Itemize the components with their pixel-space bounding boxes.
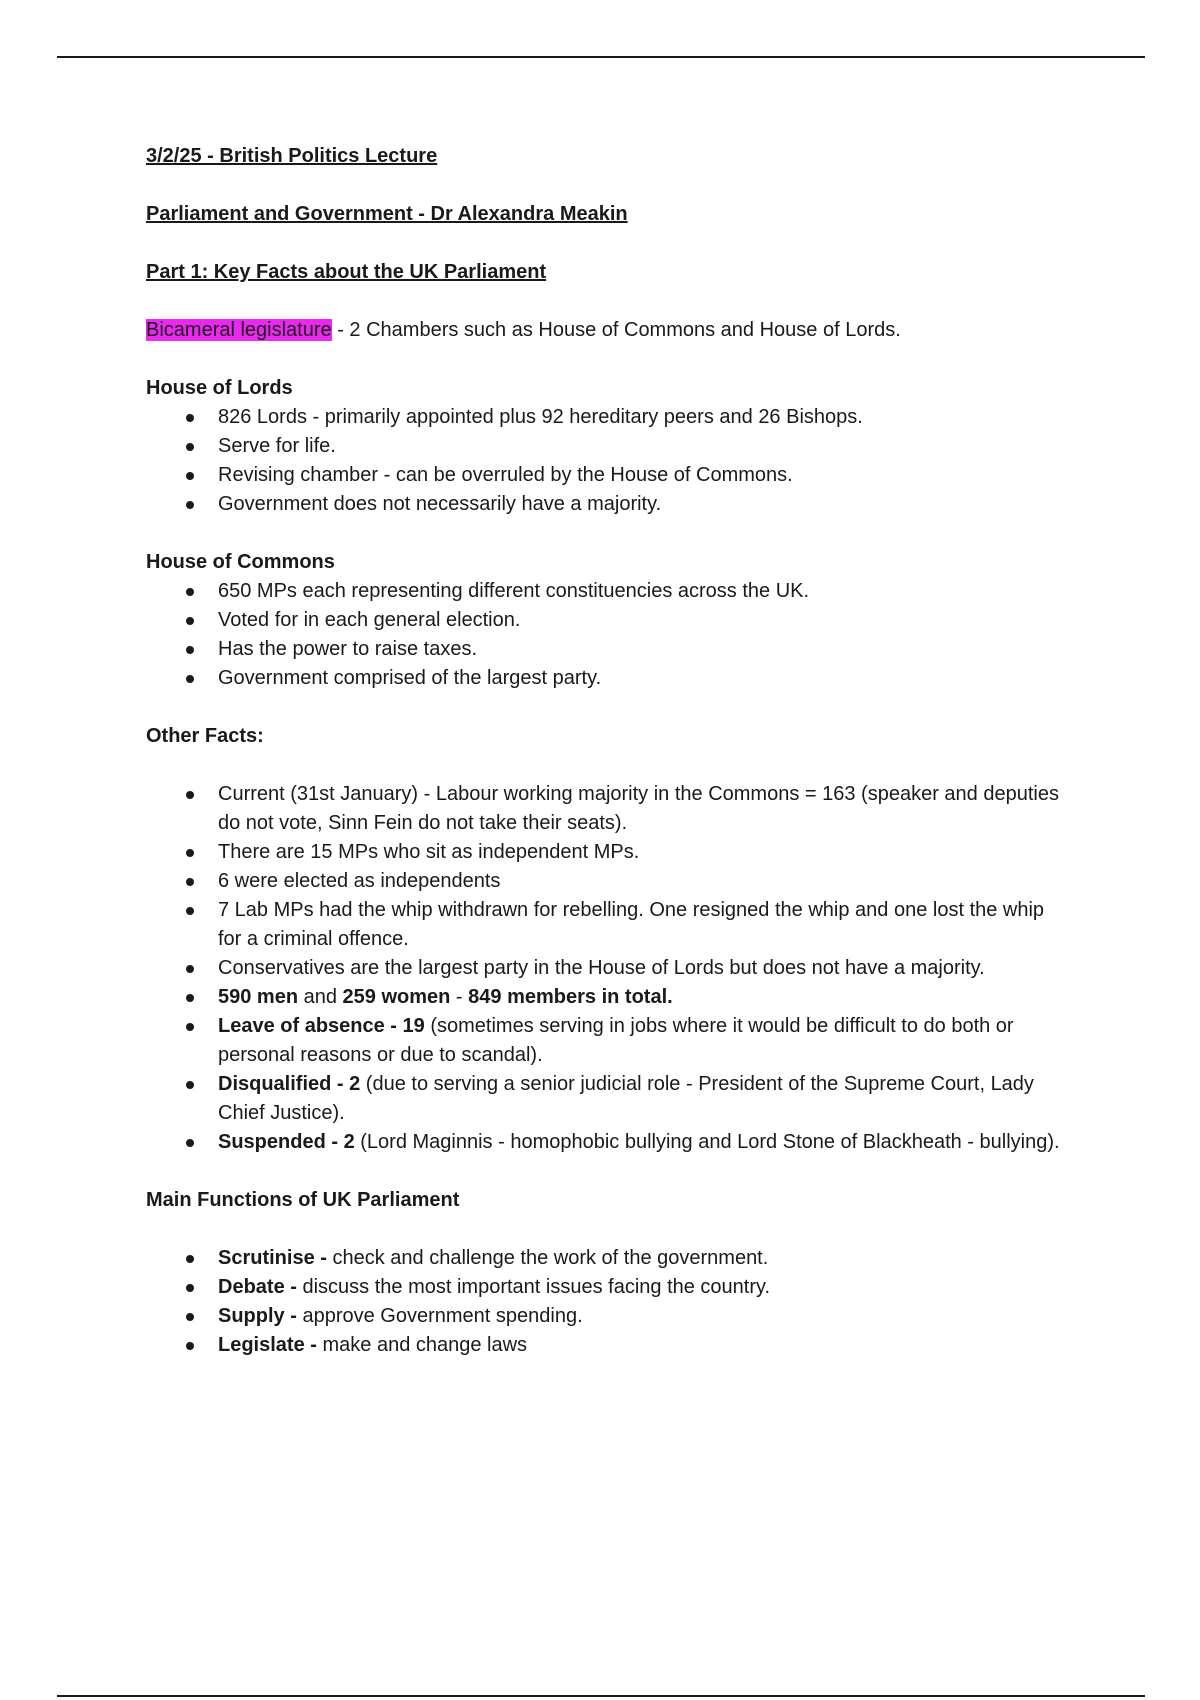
bullet-icon [186,878,194,886]
list-item [146,1302,1066,1331]
lecture-subtitle: Parliament and Government - Dr Alexandra Meakin [146,203,628,225]
disqualified-text: (due to serving a senior judicial role - President of the Supreme Court, Lady Chief Justice). [218,1073,1034,1124]
list-item-text: Revising chamber - can be overruled by the House of Commons. [218,464,793,486]
list-item [146,577,1066,606]
other-facts-list [146,780,1066,1157]
bullet-icon [186,1342,194,1350]
bullet-icon [186,849,194,857]
list-item [146,461,1066,490]
function-term: Debate - [218,1276,297,1298]
bullet-icon [186,965,194,973]
list-item-text: Current (31st January) - Labour working majority in the Commons = 163 (speaker and deputies do not vote, Sinn Fein do not take their seats). [218,783,1059,834]
list-item-text: Government comprised of the largest party. [218,667,602,689]
list-item [146,403,1066,432]
list-item [146,432,1066,461]
bullet-icon [186,1023,194,1031]
suspended-text: (Lord Maginnis - homophobic bullying and Lord Stone of Blackheath - bullying). [354,1131,1060,1153]
function-desc: discuss the most important issues facing the country. [296,1276,771,1298]
list-item [146,780,1066,838]
intro-text: - 2 Chambers such as House of Commons and House of Lords. [331,319,901,341]
bullet-icon [186,1255,194,1263]
list-item [146,867,1066,896]
bullet-icon [186,1313,194,1321]
list-item [146,606,1066,635]
leave-label: Leave of absence - 19 [218,1015,425,1037]
members-dash: - [450,986,469,1008]
list-item [146,664,1066,693]
bullet-icon [186,443,194,451]
list-item-text: Has the power to raise taxes. [218,638,478,660]
function-term: Legislate - [218,1334,317,1356]
bullet-icon [186,617,194,625]
list-item-text: Government does not necessarily have a majority. [218,493,662,515]
functions-list [146,1244,1066,1360]
function-term: Supply - [218,1305,297,1327]
list-item-text: There are 15 MPs who sit as independent MPs. [218,841,640,863]
list-item-text: 7 Lab MPs had the whip withdrawn for rebelling. One resigned the whip and one lost the whip for a criminal offence. [218,899,1045,950]
header-rule [57,56,1145,58]
footer-rule [57,1695,1145,1697]
bullet-icon [186,907,194,915]
list-item [146,896,1066,954]
bullet-icon [186,791,194,799]
list-item-text: Voted for in each general election. [218,609,521,631]
function-desc: check and challenge the work of the government. [326,1247,769,1269]
list-item-text: 826 Lords - primarily appointed plus 92 hereditary peers and 26 Bishops. [218,406,863,428]
function-term: Scrutinise - [218,1247,327,1269]
intro-paragraph [146,316,1066,345]
lords-heading: House of Lords [146,377,293,399]
leave-text: (sometimes serving in jobs where it would be difficult to do both or personal reasons or due to scandal). [218,1015,1014,1066]
commons-heading: House of Commons [146,551,335,573]
bullet-icon [186,994,194,1002]
bullet-icon [186,501,194,509]
disqualified-item [146,1070,1066,1128]
bullet-icon [186,1284,194,1292]
list-item [146,954,1066,983]
bullet-icon [186,1139,194,1147]
list-item-text: Serve for life. [218,435,336,457]
list-item [146,1244,1066,1273]
bullet-icon [186,414,194,422]
lecture-title: 3/2/25 - British Politics Lecture [146,145,438,167]
bullet-icon [186,1081,194,1089]
bullet-icon [186,646,194,654]
men-count: 590 men [218,986,299,1008]
members-and: and [298,986,343,1008]
members-total: 849 members in total. [468,986,673,1008]
suspended-label: Suspended - 2 [218,1131,355,1153]
other-facts-heading: Other Facts: [146,725,264,747]
functions-heading: Main Functions of UK Parliament [146,1189,460,1211]
list-item [146,635,1066,664]
list-item-text: 650 MPs each representing different constituencies across the UK. [218,580,810,602]
list-item [146,1273,1066,1302]
highlighted-term: Bicameral legislature [146,319,332,341]
list-item [146,1331,1066,1360]
women-count: 259 women [342,986,451,1008]
bullet-icon [186,675,194,683]
list-item [146,838,1066,867]
list-item-text: Conservatives are the largest party in the House of Lords but does not have a majority. [218,957,985,979]
members-item [146,983,1066,1012]
list-item-text: 6 were elected as independents [218,870,501,892]
list-item [146,490,1066,519]
function-desc: approve Government spending. [296,1305,583,1327]
leave-item [146,1012,1066,1070]
part-heading: Part 1: Key Facts about the UK Parliament [146,261,547,283]
suspended-item [146,1128,1066,1157]
lords-list [146,403,1066,519]
document-body [146,142,1066,1360]
commons-list [146,577,1066,693]
disqualified-label: Disqualified - 2 [218,1073,361,1095]
function-desc: make and change laws [316,1334,528,1356]
bullet-icon [186,472,194,480]
bullet-icon [186,588,194,596]
